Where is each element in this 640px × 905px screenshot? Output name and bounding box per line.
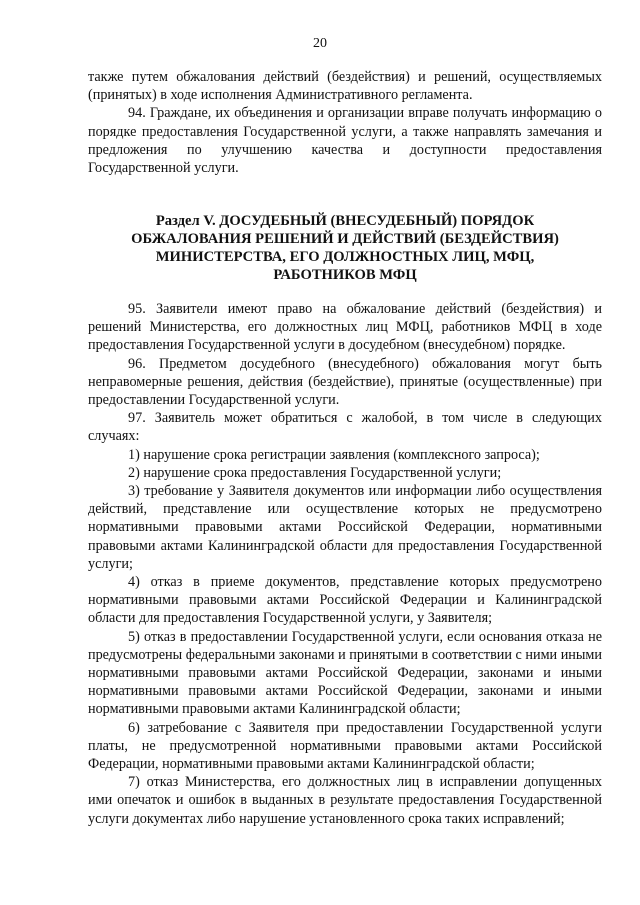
- list-item-6: 6) затребование с Заявителя при предоставлении Государственной услуги платы, не предусмотренной нормативными правовыми актами Российской Федерации, нормативными правовыми актами Калининградской области;: [88, 719, 602, 773]
- list-item-4: 4) отказ в приеме документов, представление которых предусмотрено нормативными правовыми актами Российской Федерации и Калининградской области для предоставления Государственной услуги, у Заявителя;: [88, 574, 602, 627]
- paragraph-95: 95. Заявители имеют право на обжалование действий (бездействия) и решений Министерства, его должностных лиц МФЦ, работников МФЦ в ходе предоставления Государственной услуги в досудебном (внесудебном) порядке.: [88, 301, 602, 354]
- list-item-3: 3) требование у Заявителя документов или информации либо осуществления действий, представление или осуществление которых не предусмотрено нормативными правовыми актами Российской Федерации, нормативными правовыми актами Калининградской области для предоставления Государственной услуги;: [88, 483, 602, 572]
- paragraph-continuation: также путем обжалования действий (бездействия) и решений, осуществляемых (принятых) в ходе исполнения Административного регламента.: [88, 69, 602, 104]
- continuation-block: [88, 68, 602, 177]
- list-item-7: 7) отказ Министерства, его должностных лиц в исправлении допущенных ими опечаток и ошибок в выданных в результате предоставления Государственной услуги документах либо нарушение установленного срока таких исправлений;: [88, 774, 602, 827]
- section-heading-line-4: РАБОТНИКОВ МФЦ: [273, 267, 417, 283]
- list-item-5: 5) отказ в предоставлении Государственной услуги, если основания отказа не предусмотрены федеральными законами и принятыми в соответствии с ними иными нормативными правовыми актами Российской Федерации, законами и иными нормативными правовыми актами Российской Федерации, законами и иными нормативными правовыми актами Калининградской области;: [88, 628, 602, 718]
- paragraph-97: 97. Заявитель может обратиться с жалобой, в том числе в следующих случаях:: [88, 410, 602, 445]
- section-heading-line-2: ОБЖАЛОВАНИЯ РЕШЕНИЙ И ДЕЙСТВИЙ (БЕЗДЕЙСТВИЯ): [131, 231, 559, 247]
- list-item-1: 1) нарушение срока регистрации заявления (комплексного запроса);: [128, 446, 540, 463]
- section-body: [88, 300, 602, 828]
- page-number: 20: [313, 36, 327, 51]
- list-item-2: 2) нарушение срока предоставления Государственной услуги;: [128, 464, 502, 481]
- paragraph-94: 94. Граждане, их объединения и организации вправе получать информацию о порядке предоставления Государственной услуги, а также направлять замечания и предложения по улучшению качества и доступности предоставления Государственной услуги.: [88, 105, 602, 177]
- paragraph-96: 96. Предметом досудебного (внесудебного) обжалования могут быть неправомерные решения, действия (бездействие), принятые (осуществленные) при предоставлении Государственной услуги.: [88, 355, 602, 409]
- section-heading: [88, 212, 602, 284]
- section-heading-line-3: МИНИСТЕРСТВА, ЕГО ДОЛЖНОСТНЫХ ЛИЦ, МФЦ,: [155, 249, 535, 265]
- section-heading-line-1: Раздел V. ДОСУДЕБНЫЙ (ВНЕСУДЕБНЫЙ) ПОРЯДОК: [155, 213, 535, 229]
